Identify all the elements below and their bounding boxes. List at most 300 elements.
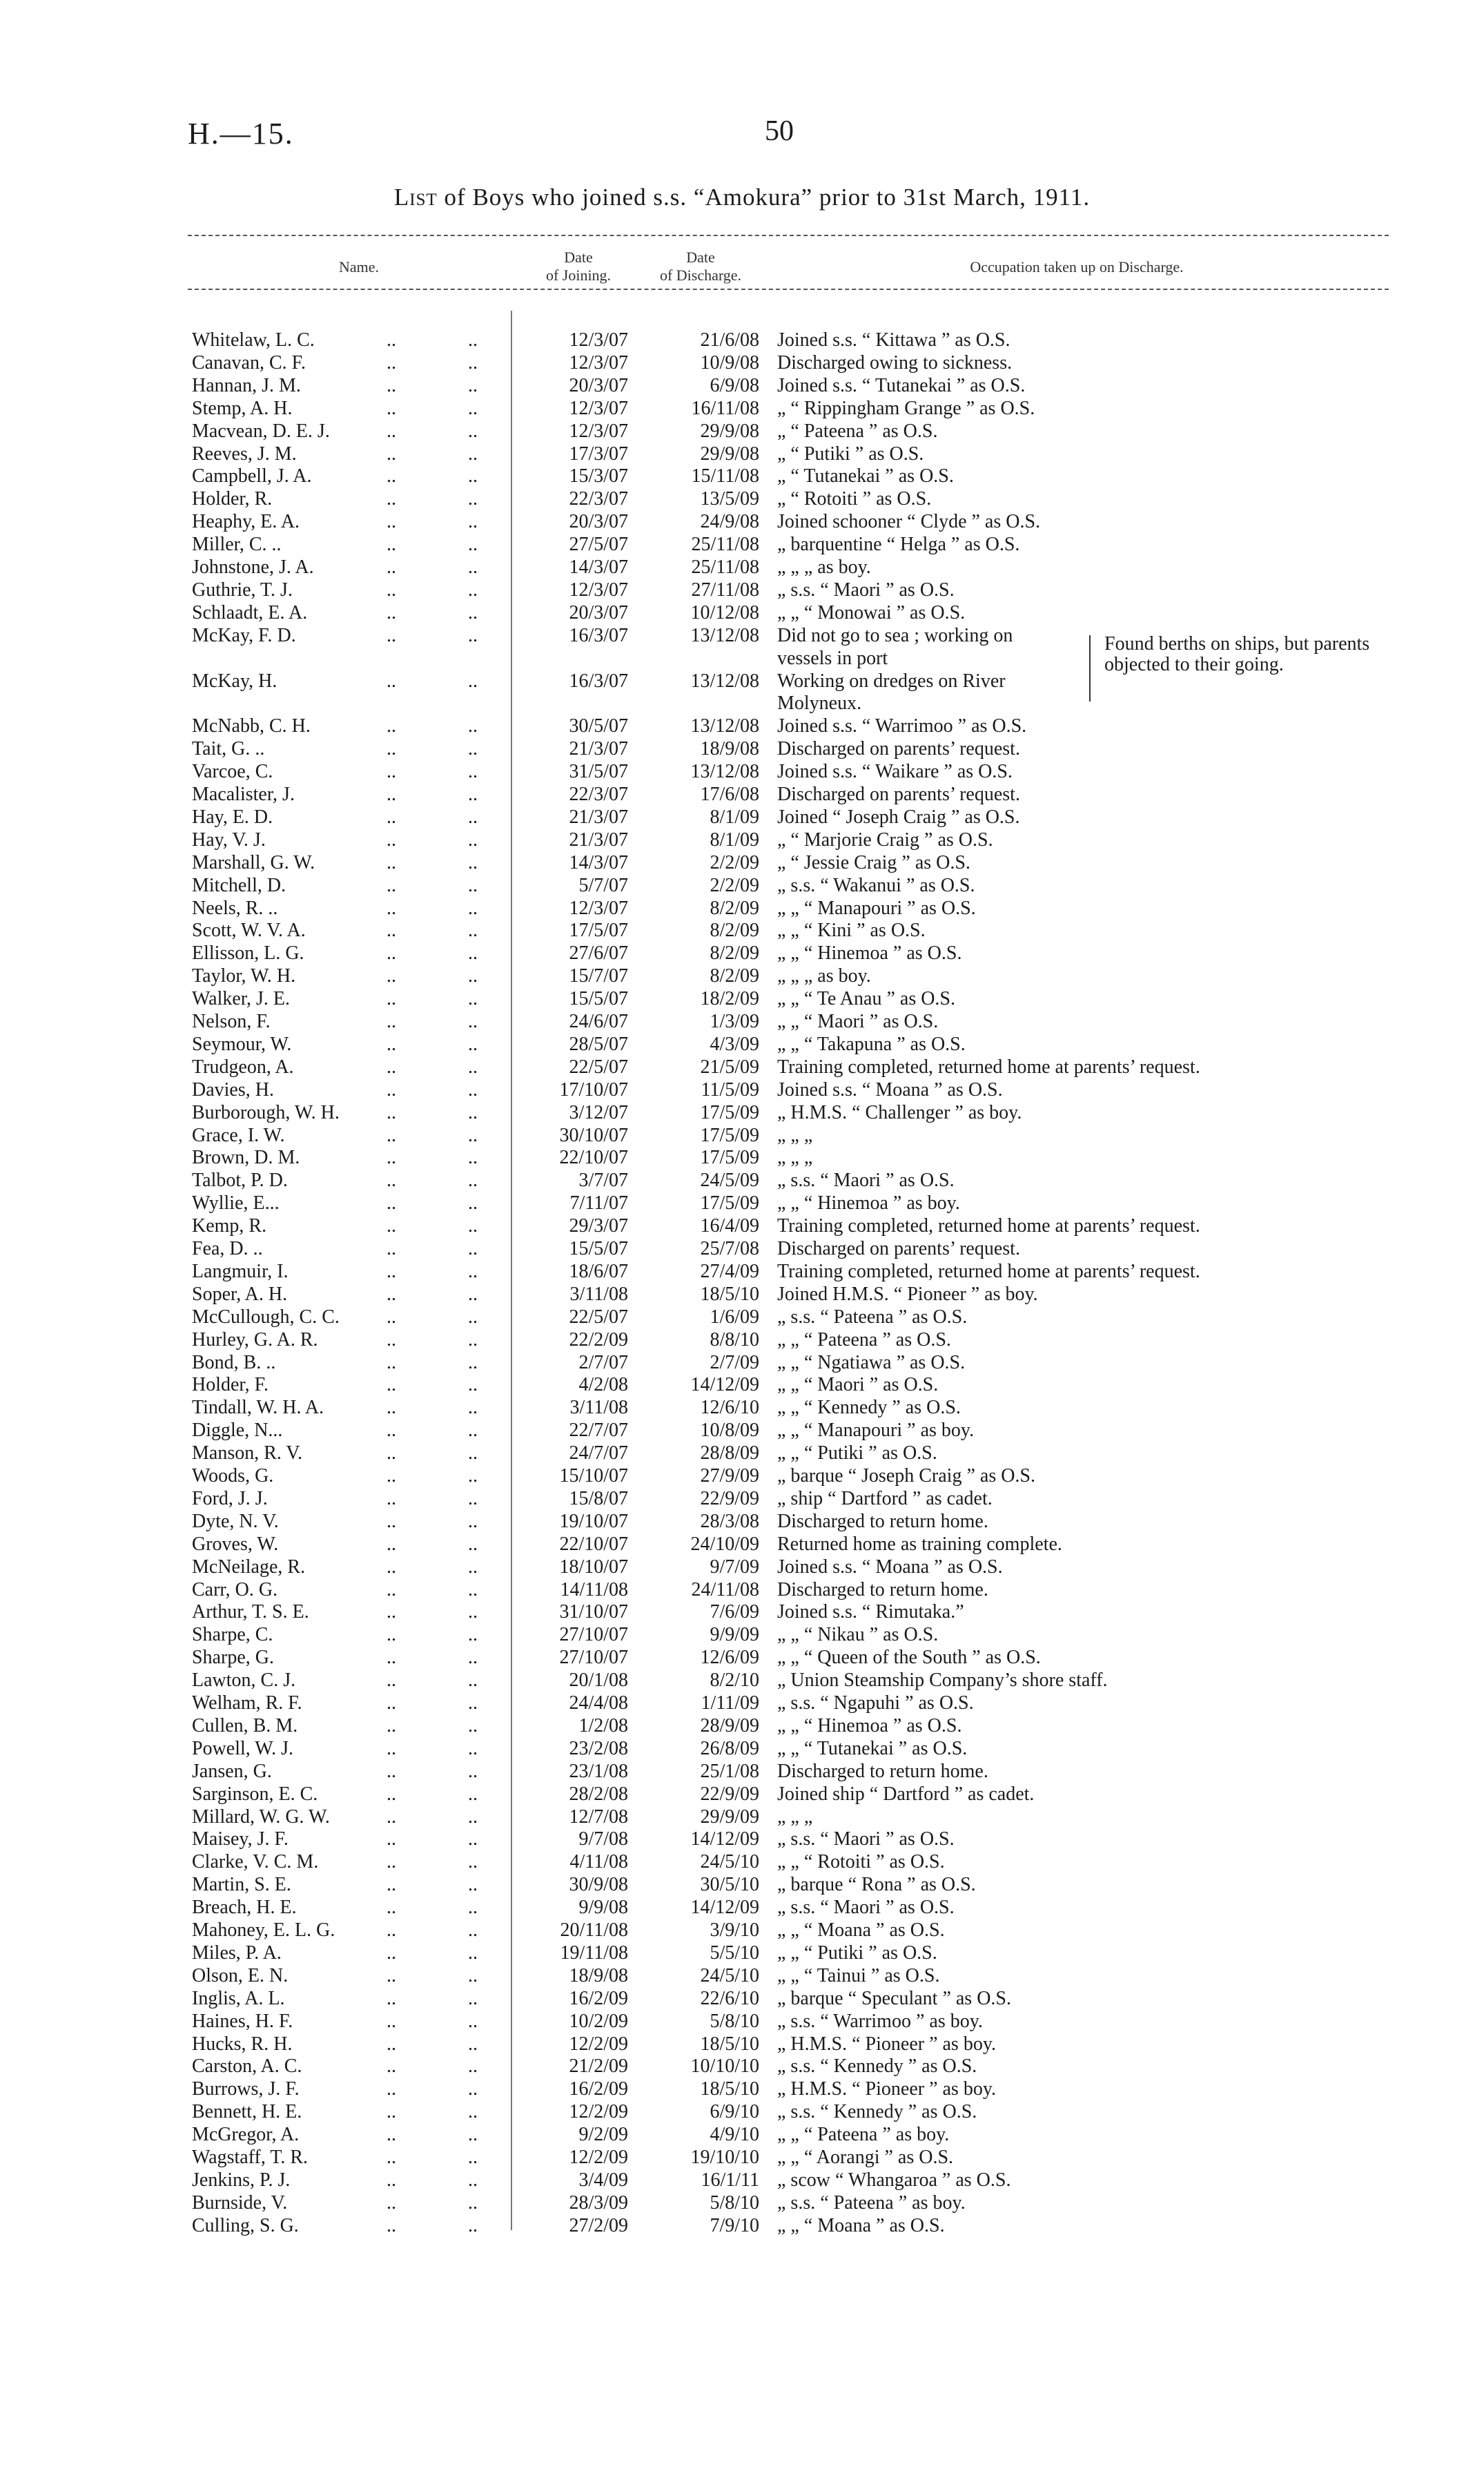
row-occupation: „ s.s. “ Maori ” as O.S. xyxy=(777,579,955,601)
row-occupation: Discharged to return home. xyxy=(777,1761,988,1782)
row-date-discharged: 17/5/09 xyxy=(700,1102,759,1123)
row-occupation: Molyneux. xyxy=(777,693,862,714)
row-date-discharged: 25/11/08 xyxy=(691,534,759,555)
row-occupation: „ „ “ Putiki ” as O.S. xyxy=(777,1442,937,1464)
row-occupation: „ s.s. “ Warrimoo ” as boy. xyxy=(777,2011,983,2032)
row-name: Reeves, J. M. xyxy=(192,443,297,465)
row-occupation: „ „ “ Kini ” as O.S. xyxy=(777,920,926,941)
row-occupation: Joined H.M.S. “ Pioneer ” as boy. xyxy=(777,1284,1038,1305)
row-occupation: Training completed, returned home at parents’ request. xyxy=(777,1056,1200,1078)
row-occupation: Joined s.s. “ Moana ” as O.S. xyxy=(777,1556,1003,1578)
row-date-joined: 22/5/07 xyxy=(569,1056,628,1078)
row-date-discharged: 24/11/08 xyxy=(691,1579,759,1600)
row-name: Martin, S. E. xyxy=(192,1874,291,1895)
row-occupation: Training completed, returned home at parents’ request. xyxy=(777,1261,1200,1282)
row-date-discharged: 27/11/08 xyxy=(691,579,759,601)
row-date-discharged: 13/12/08 xyxy=(690,625,759,646)
row-date-discharged: 21/5/09 xyxy=(700,1056,759,1078)
row-date-discharged: 8/8/10 xyxy=(710,1329,759,1351)
row-date-joined: 15/5/07 xyxy=(569,1238,628,1259)
row-name: Carston, A. C. xyxy=(192,2055,302,2077)
row-occupation: „ s.s. “ Kennedy ” as O.S. xyxy=(777,2101,977,2122)
row-date-joined: 31/5/07 xyxy=(569,761,628,782)
row-date-discharged: 10/12/08 xyxy=(690,602,759,623)
row-name: Neels, R. .. xyxy=(192,898,278,919)
row-date-discharged: 7/6/09 xyxy=(710,1601,759,1623)
row-date-joined: 15/8/07 xyxy=(569,1488,628,1509)
row-name: Nelson, F. xyxy=(192,1011,271,1032)
row-date-discharged: 25/1/08 xyxy=(700,1761,759,1782)
row-occupation: „ „ “ Hinemoa ” as O.S. xyxy=(777,1715,962,1736)
row-occupation: „ „ “ Queen of the South ” as O.S. xyxy=(777,1647,1041,1668)
row-occupation: „ „ “ Rotoiti ” as O.S. xyxy=(777,1851,945,1872)
row-date-discharged: 22/6/10 xyxy=(700,1988,759,2009)
row-date-discharged: 16/1/11 xyxy=(701,2169,759,2191)
row-date-discharged: 11/5/09 xyxy=(701,1079,759,1101)
row-name: Sharpe, G. xyxy=(192,1647,274,1668)
row-date-joined: 9/7/08 xyxy=(578,1828,628,1850)
row-date-discharged: 12/6/09 xyxy=(700,1647,759,1668)
row-occupation: Joined s.s. “ Tutanekai ” as O.S. xyxy=(777,375,1026,396)
row-date-joined: 2/7/07 xyxy=(578,1352,628,1373)
row-date-joined: 22/7/07 xyxy=(569,1420,628,1441)
row-date-joined: 19/10/07 xyxy=(559,1511,628,1532)
row-date-discharged: 10/8/09 xyxy=(700,1420,759,1441)
row-date-joined: 12/2/09 xyxy=(569,2101,628,2122)
row-date-joined: 22/10/07 xyxy=(559,1147,628,1168)
row-name: Miller, C. .. xyxy=(192,534,282,555)
row-date-discharged: 9/9/09 xyxy=(710,1624,759,1645)
row-name: Varcoe, C. xyxy=(192,761,273,782)
row-date-joined: 27/10/07 xyxy=(559,1624,628,1645)
row-date-joined: 30/10/07 xyxy=(559,1125,628,1146)
row-name: Hay, V. J. xyxy=(192,829,266,851)
row-occupation: Joined s.s. “ Rimutaka.” xyxy=(777,1601,964,1623)
row-date-joined: 4/11/08 xyxy=(569,1851,628,1872)
row-occupation: Joined ship “ Dartford ” as cadet. xyxy=(777,1783,1035,1805)
row-name: McCullough, C. C. xyxy=(192,1306,340,1328)
row-name: Schlaadt, E. A. xyxy=(192,602,308,623)
row-occupation: Discharged on parents’ request. xyxy=(777,1238,1020,1259)
row-date-joined: 23/1/08 xyxy=(569,1761,628,1782)
row-name: Talbot, P. D. xyxy=(192,1170,288,1191)
row-date-joined: 22/3/07 xyxy=(569,784,628,805)
row-date-discharged: 8/2/09 xyxy=(710,942,759,964)
column-header-occupation: Occupation taken up on Discharge. xyxy=(970,258,1184,275)
row-date-discharged: 18/9/08 xyxy=(700,738,759,759)
row-name: Wyllie, E... xyxy=(192,1192,280,1214)
row-name: Fea, D. .. xyxy=(192,1238,263,1259)
row-date-discharged: 2/7/09 xyxy=(710,1352,759,1373)
row-name: Groves, W. xyxy=(192,1533,279,1555)
row-date-joined: 30/9/08 xyxy=(569,1874,628,1895)
row-date-discharged: 10/10/10 xyxy=(690,2055,759,2077)
row-date-discharged: 3/9/10 xyxy=(710,1919,759,1941)
row-date-discharged: 8/2/10 xyxy=(710,1670,759,1691)
row-name: Holder, R. xyxy=(192,488,273,510)
row-name: Dyte, N. V. xyxy=(192,1511,279,1532)
row-occupation: „ „ „ as boy. xyxy=(777,965,871,987)
row-date-discharged: 13/12/08 xyxy=(690,670,759,692)
row-occupation: „ s.s. “ Maori ” as O.S. xyxy=(777,1170,955,1191)
row-date-joined: 28/5/07 xyxy=(569,1034,628,1055)
row-occupation: „ barquentine “ Helga ” as O.S. xyxy=(777,534,1020,555)
row-name: Scott, W. V. A. xyxy=(192,920,306,941)
row-date-discharged: 24/5/10 xyxy=(700,1851,759,1872)
row-date-discharged: 2/2/09 xyxy=(710,852,759,873)
row-name: Stemp, A. H. xyxy=(192,398,293,419)
row-name: McNeilage, R. xyxy=(192,1556,306,1578)
row-date-joined: 15/10/07 xyxy=(559,1465,628,1487)
row-name: Walker, J. E. xyxy=(192,988,291,1009)
row-occupation: „ „ “ Kennedy ” as O.S. xyxy=(777,1397,961,1418)
row-occupation: „ s.s. “ Wakanui ” as O.S. xyxy=(777,875,975,896)
row-date-joined: 19/11/08 xyxy=(560,1942,628,1964)
row-name: Heaphy, E. A. xyxy=(192,511,300,532)
row-date-joined: 20/1/08 xyxy=(569,1670,628,1691)
row-occupation: Training completed, returned home at parents’ request. xyxy=(777,1215,1200,1237)
row-name: Trudgeon, A. xyxy=(192,1056,294,1078)
row-date-joined: 22/5/07 xyxy=(569,1306,628,1328)
row-name: Powell, W. J. xyxy=(192,1738,294,1759)
row-date-joined: 27/5/07 xyxy=(569,534,628,555)
row-date-discharged: 6/9/10 xyxy=(710,2101,759,2122)
row-name: McGregor, A. xyxy=(192,2124,300,2145)
document-reference: H.—15. xyxy=(188,117,294,151)
row-date-discharged: 24/9/08 xyxy=(700,511,759,532)
row-date-joined: 14/3/07 xyxy=(569,557,628,578)
row-occupation: „ “ Pateena ” as O.S. xyxy=(777,420,938,442)
row-date-discharged: 1/6/09 xyxy=(710,1306,759,1328)
row-occupation: „ ship “ Dartford ” as cadet. xyxy=(777,1488,993,1509)
row-name: Bennett, H. E. xyxy=(192,2101,302,2122)
row-name: Burborough, W. H. xyxy=(192,1102,340,1123)
row-date-joined: 17/3/07 xyxy=(569,443,628,465)
row-name: Carr, O. G. xyxy=(192,1579,278,1600)
row-date-discharged: 17/5/09 xyxy=(700,1147,759,1168)
row-date-discharged: 2/2/09 xyxy=(710,875,759,896)
row-date-discharged: 25/11/08 xyxy=(691,557,759,578)
row-name: Ellisson, L. G. xyxy=(192,942,304,964)
row-date-joined: 12/3/07 xyxy=(569,398,628,419)
row-occupation: „ „ “ Nikau ” as O.S. xyxy=(777,1624,939,1645)
row-name: Burrows, J. F. xyxy=(192,2078,300,2100)
row-date-joined: 28/2/08 xyxy=(569,1783,628,1805)
row-name: Macalister, J. xyxy=(192,784,295,805)
row-date-joined: 16/2/09 xyxy=(569,1988,628,2009)
row-date-discharged: 5/8/10 xyxy=(710,2011,759,2032)
row-name: Miles, P. A. xyxy=(192,1942,282,1964)
row-occupation: „ „ “ Takapuna ” as O.S. xyxy=(777,1034,966,1055)
row-occupation: „ H.M.S. “ Challenger ” as boy. xyxy=(777,1102,1022,1123)
row-name: Inglis, A. L. xyxy=(192,1988,285,2009)
row-name: Sharpe, C. xyxy=(192,1624,273,1645)
row-name: McKay, F. D. xyxy=(192,625,296,646)
row-name: Culling, S. G. xyxy=(192,2215,299,2236)
row-date-joined: 20/3/07 xyxy=(569,511,628,532)
row-date-discharged: 24/5/09 xyxy=(700,1170,759,1191)
row-occupation: „ „ „ xyxy=(777,1125,813,1146)
row-date-joined: 12/3/07 xyxy=(569,329,628,351)
row-name: Ford, J. J. xyxy=(192,1488,268,1509)
row-occupation: „ „ “ Manapouri ” as O.S. xyxy=(777,898,976,919)
row-date-joined: 24/6/07 xyxy=(569,1011,628,1032)
row-date-discharged: 27/9/09 xyxy=(700,1465,759,1487)
row-occupation: „ „ “ Maori ” as O.S. xyxy=(777,1011,939,1032)
row-name: Macvean, D. E. J. xyxy=(192,420,330,442)
row-date-joined: 12/2/09 xyxy=(569,2147,628,2168)
row-name: Seymour, W. xyxy=(192,1034,292,1055)
row-date-joined: 18/9/08 xyxy=(569,1965,628,1986)
row-occupation: „ s.s. “ Maori ” as O.S. xyxy=(777,1828,955,1850)
row-name: Haines, H. F. xyxy=(192,2011,293,2032)
row-date-discharged: 18/5/10 xyxy=(700,2078,759,2100)
side-note: Found berths on ships, but parents objected to their going. xyxy=(1104,633,1370,675)
row-date-discharged: 8/1/09 xyxy=(710,806,759,828)
row-occupation: „ s.s. “ Kennedy ” as O.S. xyxy=(777,2055,977,2077)
row-name: Brown, D. M. xyxy=(192,1147,300,1168)
row-occupation: Discharged owing to sickness. xyxy=(777,352,1013,374)
row-date-joined: 21/2/09 xyxy=(569,2055,628,2077)
row-name: Clarke, V. C. M. xyxy=(192,1851,319,1872)
row-occupation: „ “ Rippingham Grange ” as O.S. xyxy=(777,398,1035,419)
row-date-discharged: 13/5/09 xyxy=(700,488,759,510)
row-date-joined: 15/7/07 xyxy=(569,965,628,987)
row-date-joined: 21/3/07 xyxy=(569,829,628,851)
row-name: Burnside, V. xyxy=(192,2192,288,2214)
row-occupation: „ „ “ Tainui ” as O.S. xyxy=(777,1965,940,1986)
column-header-name: Name. xyxy=(338,258,380,275)
row-date-discharged: 1/3/09 xyxy=(710,1011,759,1032)
row-date-discharged: 16/4/09 xyxy=(700,1215,759,1237)
row-date-discharged: 29/9/09 xyxy=(700,1806,759,1828)
row-date-joined: 12/3/07 xyxy=(569,579,628,601)
header-rule-bottom xyxy=(188,289,1389,290)
row-date-joined: 27/10/07 xyxy=(559,1647,628,1668)
row-occupation: „ „ “ Pateena ” as boy. xyxy=(777,2124,950,2145)
row-name: Johnstone, J. A. xyxy=(192,557,314,578)
row-date-joined: 18/10/07 xyxy=(559,1556,628,1578)
row-occupation: „ „ “ Manapouri ” as boy. xyxy=(777,1420,975,1441)
row-occupation: „ „ “ Pateena ” as O.S. xyxy=(777,1329,951,1351)
row-occupation: „ „ “ Putiki ” as O.S. xyxy=(777,1942,937,1964)
row-occupation: Did not go to sea ; working on xyxy=(777,625,1013,646)
row-occupation: „ „ “ Hinemoa ” as O.S. xyxy=(777,942,962,964)
row-date-discharged: 16/11/08 xyxy=(691,398,759,419)
row-name: Woods, G. xyxy=(192,1465,274,1487)
row-date-discharged: 19/10/10 xyxy=(690,2147,759,2168)
title-text: of Boys who joined s.s. “Amokura” prior to 31st March, 1911. xyxy=(437,184,1091,211)
row-occupation: Working on dredges on River xyxy=(777,670,1006,692)
row-date-joined: 21/3/07 xyxy=(569,806,628,828)
row-date-joined: 3/11/08 xyxy=(569,1397,628,1418)
row-occupation: „ „ „ xyxy=(777,1806,813,1828)
row-name: Tait, G. .. xyxy=(192,738,265,759)
row-occupation: Joined schooner “ Clyde ” as O.S. xyxy=(777,511,1041,532)
row-name: Millard, W. G. W. xyxy=(192,1806,330,1828)
row-name: Canavan, C. F. xyxy=(192,352,306,374)
row-date-discharged: 17/6/08 xyxy=(700,784,759,805)
row-occupation: vessels in port xyxy=(777,648,888,669)
row-date-discharged: 8/1/09 xyxy=(710,829,759,851)
row-date-joined: 28/3/09 xyxy=(569,2192,628,2214)
row-occupation: „ “ Jessie Craig ” as O.S. xyxy=(777,852,970,873)
row-name: Soper, A. H. xyxy=(192,1284,288,1305)
row-occupation: „ „ “ Aorangi ” as O.S. xyxy=(777,2147,954,2168)
row-name: McKay, H. xyxy=(192,670,277,692)
row-date-discharged: 27/4/09 xyxy=(700,1261,759,1282)
row-occupation: „ „ “ Monowai ” as O.S. xyxy=(777,602,966,623)
row-date-joined: 12/3/07 xyxy=(569,352,628,374)
row-name: McNabb, C. H. xyxy=(192,715,311,737)
row-occupation: „ H.M.S. “ Pioneer ” as boy. xyxy=(777,2033,997,2055)
row-date-discharged: 17/5/09 xyxy=(700,1192,759,1214)
column-divider-1 xyxy=(511,311,512,2230)
row-date-joined: 22/2/09 xyxy=(569,1329,628,1351)
row-date-discharged: 18/5/10 xyxy=(700,1284,759,1305)
row-date-joined: 12/3/07 xyxy=(569,420,628,442)
row-occupation: Discharged to return home. xyxy=(777,1511,988,1532)
row-date-joined: 21/3/07 xyxy=(569,738,628,759)
row-occupation: „ „ „ xyxy=(777,1147,813,1168)
row-name: Sarginson, E. C. xyxy=(192,1783,318,1805)
row-date-discharged: 25/7/08 xyxy=(700,1238,759,1259)
row-name: Holder, F. xyxy=(192,1374,269,1395)
row-date-joined: 3/12/07 xyxy=(569,1102,628,1123)
row-date-joined: 20/11/08 xyxy=(560,1919,628,1941)
row-name: Grace, I. W. xyxy=(192,1125,285,1146)
row-occupation: „ „ “ Ngatiawa ” as O.S. xyxy=(777,1352,966,1373)
row-date-discharged: 6/9/08 xyxy=(710,375,759,396)
row-date-joined: 17/10/07 xyxy=(559,1079,628,1101)
row-name: Wagstaff, T. R. xyxy=(192,2147,309,2168)
row-date-discharged: 18/2/09 xyxy=(700,988,759,1009)
row-date-joined: 20/3/07 xyxy=(569,375,628,396)
row-name: Manson, R. V. xyxy=(192,1442,303,1464)
row-date-joined: 18/6/07 xyxy=(569,1261,628,1282)
row-date-joined: 27/6/07 xyxy=(569,942,628,964)
title-prefix: List xyxy=(393,184,438,211)
row-date-discharged: 5/5/10 xyxy=(710,1942,759,1964)
row-date-joined: 3/11/08 xyxy=(569,1284,628,1305)
row-date-joined: 20/3/07 xyxy=(569,602,628,623)
row-occupation: „ s.s. “ Ngapuhi ” as O.S. xyxy=(777,1692,974,1714)
row-name: Arthur, T. S. E. xyxy=(192,1601,309,1623)
row-date-joined: 3/4/09 xyxy=(578,2169,628,2191)
row-occupation: Joined s.s. “ Warrimoo ” as O.S. xyxy=(777,715,1027,737)
row-occupation: „ „ “ Moana ” as O.S. xyxy=(777,2215,945,2236)
row-occupation: „ „ “ Hinemoa ” as boy. xyxy=(777,1192,960,1214)
row-name: Guthrie, T. J. xyxy=(192,579,293,601)
row-date-joined: 10/2/09 xyxy=(569,2011,628,2032)
row-occupation: Discharged to return home. xyxy=(777,1579,988,1600)
row-date-joined: 12/7/08 xyxy=(569,1806,628,1828)
column-header-discharge: Date of Discharge. xyxy=(659,249,742,284)
row-name: Campbell, J. A. xyxy=(192,465,312,487)
row-name: Whitelaw, L. C. xyxy=(192,329,315,351)
row-date-joined: 12/2/09 xyxy=(569,2033,628,2055)
row-date-joined: 24/4/08 xyxy=(569,1692,628,1714)
row-date-discharged: 4/3/09 xyxy=(710,1034,759,1055)
row-occupation: „ „ “ Tutanekai ” as O.S. xyxy=(777,1738,968,1759)
row-date-discharged: 26/8/09 xyxy=(700,1738,759,1759)
row-date-discharged: 8/2/09 xyxy=(710,898,759,919)
row-occupation: „ “ Rotoiti ” as O.S. xyxy=(777,488,932,510)
row-date-joined: 5/7/07 xyxy=(578,875,628,896)
row-date-discharged: 29/9/08 xyxy=(700,443,759,465)
row-name: Welham, R. F. xyxy=(192,1692,302,1714)
row-name: Hucks, R. H. xyxy=(192,2033,293,2055)
row-occupation: Discharged on parents’ request. xyxy=(777,738,1020,759)
row-date-joined: 14/11/08 xyxy=(560,1579,628,1600)
row-date-discharged: 12/6/10 xyxy=(700,1397,759,1418)
row-date-discharged: 15/11/08 xyxy=(691,465,759,487)
row-occupation: „ barque “ Speculant ” as O.S. xyxy=(777,1988,1011,2009)
row-occupation: Discharged on parents’ request. xyxy=(777,784,1020,805)
row-name: Hannan, J. M. xyxy=(192,375,301,396)
row-date-discharged: 18/5/10 xyxy=(700,2033,759,2055)
row-date-discharged: 24/10/09 xyxy=(690,1533,759,1555)
row-date-discharged: 28/9/09 xyxy=(700,1715,759,1736)
row-date-joined: 7/11/07 xyxy=(569,1192,628,1214)
row-name: Davies, H. xyxy=(192,1079,274,1101)
row-name: Marshall, G. W. xyxy=(192,852,315,873)
row-occupation: „ „ „ as boy. xyxy=(777,557,871,578)
row-occupation: „ „ “ Moana ” as O.S. xyxy=(777,1919,945,1941)
row-date-discharged: 22/9/09 xyxy=(700,1783,759,1805)
row-date-joined: 22/10/07 xyxy=(559,1533,628,1555)
row-occupation: Joined s.s. “ Kittawa ” as O.S. xyxy=(777,329,1011,351)
row-date-joined: 17/5/07 xyxy=(569,920,628,941)
row-date-joined: 16/2/09 xyxy=(569,2078,628,2100)
row-date-joined: 27/2/09 xyxy=(569,2215,628,2236)
row-date-discharged: 29/9/08 xyxy=(700,420,759,442)
row-name: Lawton, C. J. xyxy=(192,1670,296,1691)
row-date-discharged: 22/9/09 xyxy=(700,1488,759,1509)
row-name: Taylor, W. H. xyxy=(192,965,296,987)
row-name: Diggle, N... xyxy=(192,1420,283,1441)
row-date-joined: 16/3/07 xyxy=(569,670,628,692)
row-date-joined: 30/5/07 xyxy=(569,715,628,737)
row-name: Jansen, G. xyxy=(192,1761,272,1782)
row-date-discharged: 8/2/09 xyxy=(710,920,759,941)
row-date-joined: 3/7/07 xyxy=(578,1170,628,1191)
row-occupation: Joined s.s. “ Waikare ” as O.S. xyxy=(777,761,1013,782)
row-name: Breach, H. E. xyxy=(192,1897,297,1918)
row-occupation: „ “ Putiki ” as O.S. xyxy=(777,443,924,465)
row-occupation: „ H.M.S. “ Pioneer ” as boy. xyxy=(777,2078,997,2100)
row-date-discharged: 28/8/09 xyxy=(700,1442,759,1464)
row-occupation: Returned home as training complete. xyxy=(777,1533,1062,1555)
row-name: Mitchell, D. xyxy=(192,875,286,896)
column-header-joining: Date of Joining. xyxy=(545,249,612,284)
row-date-joined: 31/10/07 xyxy=(559,1601,628,1623)
bracket xyxy=(1089,635,1097,701)
row-occupation: „ barque “ Joseph Craig ” as O.S. xyxy=(777,1465,1036,1487)
row-date-discharged: 9/7/09 xyxy=(710,1556,759,1578)
row-occupation: „ s.s. “ Pateena ” as O.S. xyxy=(777,1306,968,1328)
row-date-discharged: 13/12/08 xyxy=(690,715,759,737)
row-occupation: „ “ Marjorie Craig ” as O.S. xyxy=(777,829,993,851)
row-date-joined: 22/3/07 xyxy=(569,488,628,510)
row-date-joined: 24/7/07 xyxy=(569,1442,628,1464)
row-occupation: „ „ “ Te Anau ” as O.S. xyxy=(777,988,956,1009)
row-date-discharged: 14/12/09 xyxy=(690,1374,759,1395)
row-occupation: Joined “ Joseph Craig ” as O.S. xyxy=(777,806,1020,828)
row-occupation: „ s.s. “ Maori ” as O.S. xyxy=(777,1897,955,1918)
row-date-discharged: 17/5/09 xyxy=(700,1125,759,1146)
row-date-discharged: 24/5/10 xyxy=(700,1965,759,1986)
